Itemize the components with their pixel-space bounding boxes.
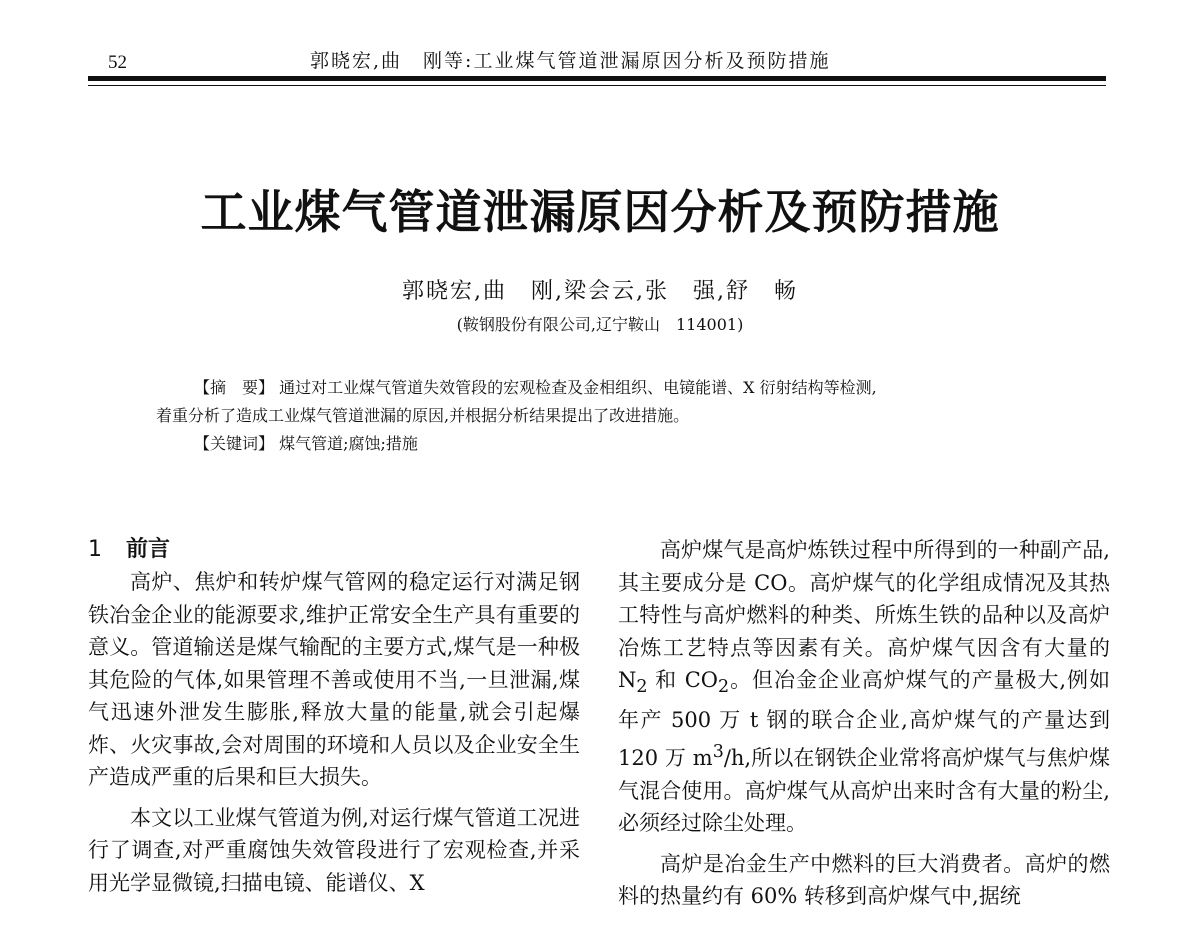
left-column (88, 534, 580, 899)
text-run: 高炉煤气是高炉炼铁过程中所得到的一种副产品,其主要成分是 CO。高炉煤气的化学组成情况及其热工特性与高炉燃料的种类、所炼生铁的品种以及高炉冶炼工艺特点等因素有关。高炉煤气因含有大量的 N (618, 538, 1110, 692)
header-rule (88, 76, 1106, 81)
abstract-line-1: 【摘 要】 通过对工业煤气管道失效管段的宏观检查及金相组织、电镜能谱、X 衍射结构等检测, (194, 378, 877, 397)
article-title: 工业煤气管道泄漏原因分析及预防措施 (200, 185, 1000, 239)
paragraph-gap (88, 794, 580, 802)
text-run: /h,所以在钢铁企业常将高炉煤气与焦炉煤气混合使用。高炉煤气从高炉出来时含有大量的粉尘,必须经过除尘处理。 (618, 746, 1110, 836)
header-rule-thin (88, 85, 1106, 86)
abstract-block (156, 374, 1056, 458)
author-list: 郭晓宏,曲 刚,梁会云,张 强,舒 畅 (402, 279, 798, 304)
section-title: 前言 (126, 537, 171, 562)
superscript: 3 (712, 742, 724, 763)
keywords: 【关键词】 煤气管道;腐蚀;措施 (194, 434, 418, 453)
paragraph: 本文以工业煤气管道为例,对运行煤气管道工况进行了调查,对严重腐蚀失效管段进行了宏观检查,并采用光学显微镜,扫描电镜、能谱仪、X (88, 805, 580, 895)
affiliation: (鞍钢股份有限公司,辽宁鞍山 114001) (456, 315, 744, 334)
right-column (618, 534, 1110, 913)
text-run: 和 CO (647, 668, 719, 692)
page-number: 52 (108, 52, 127, 73)
subscript: 2 (636, 677, 648, 698)
section-number: 1 (88, 537, 102, 562)
running-title: 郭晓宏,曲 刚等:工业煤气管道泄漏原因分析及预防措施 (310, 50, 831, 72)
section-heading (88, 534, 580, 566)
paragraph (618, 534, 1110, 840)
paragraph-gap (618, 840, 1110, 848)
text-run: 。但冶金企业高炉煤气的产量极大,例如年产 500 万 t 钢的联合企业,高炉煤气的产量达到 120 万 m (618, 668, 1110, 771)
paragraph: 高炉、焦炉和转炉煤气管网的稳定运行对满足钢铁冶金企业的能源要求,维护正常安全生产具有重要的意义。管道输送是煤气输配的主要方式,煤气是一种极其危险的气体,如果管理不善或使用不当,一旦泄漏,煤气迅速外泄发生膨胀,释放大量的能量,就会引起爆炸、火灾事故,会对周围的环境和人员以及企业安全生产造成严重的后果和巨大损失。 (88, 570, 580, 789)
subscript: 2 (718, 677, 730, 698)
paragraph: 高炉是冶金生产中燃料的巨大消费者。高炉的燃料的热量约有 60% 转移到高炉煤气中,据统 (618, 851, 1110, 909)
abstract-line-2: 着重分析了造成工业煤气管道泄漏的原因,并根据分析结果提出了改进措施。 (156, 406, 690, 425)
